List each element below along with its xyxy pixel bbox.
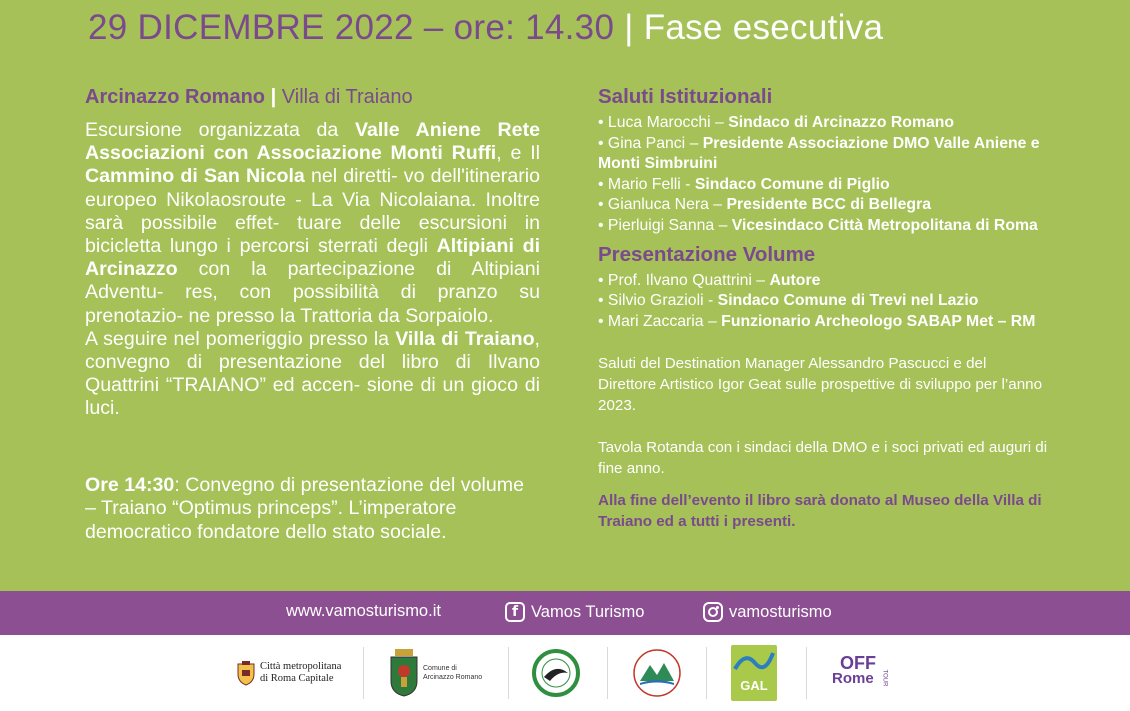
person-name: • Silvio Grazioli - <box>598 292 718 310</box>
location-place: Villa di Traiano <box>281 86 413 108</box>
notes-paragraph-1: Saluti del Destination Manager Alessandro Pascucci e del Direttore Artistico Igor Geat sulle prospettive di sviluppo per l’anno 2023. <box>598 355 1043 415</box>
presentation-heading: Presentazione Volume <box>598 242 816 266</box>
description-para-1 <box>85 119 540 328</box>
gal-label: GAL <box>740 678 768 693</box>
instagram-label: vamosturismo <box>729 602 832 621</box>
list-item <box>598 113 1048 134</box>
title-separator: | <box>624 8 634 47</box>
person-name: • Prof. Ilvano Quattrini – <box>598 271 770 289</box>
comunita-montana-logo <box>632 643 682 703</box>
facebook-link[interactable] <box>505 602 644 622</box>
presentation-list <box>598 271 1048 333</box>
facebook-icon: f <box>505 602 525 622</box>
schedule-text: : Convegno di presentazione del volume – Traiano “Optimus princeps”. L’imperatore democratico fondatore dello stato sociale. <box>85 473 524 543</box>
desc-text: , convegno di presentazione del libro di Ilvano Quattrini “TRAIANO” ed accen- sione di un gioco di luci. <box>85 327 540 420</box>
list-item <box>598 291 1048 312</box>
schedule <box>85 474 540 545</box>
desc-bold: Villa di Traiano <box>395 327 535 350</box>
gal-logo <box>731 643 777 703</box>
page-title <box>88 8 883 48</box>
instagram-icon <box>703 602 723 622</box>
desc-text: con la partecipazione di Altipiani Adventu- res, con possibilità di pranzo su prenotazio- ne presso la Trattoria da Sorpaiolo. <box>85 258 540 327</box>
person-role: Sindaco Comune di Piglio <box>694 175 890 193</box>
gal-wave-icon <box>731 647 777 677</box>
desc-bold: Valle Aniene Rete Associazioni con Associazione Monti Ruffi <box>85 119 540 165</box>
arcinazzo-line-2: Arcinazzo Romano <box>423 674 483 681</box>
arcinazzo-line-1: Comune di <box>423 665 457 672</box>
arcinazzo-crest-icon <box>389 649 419 697</box>
list-item <box>598 271 1048 292</box>
person-role: Autore <box>769 271 821 289</box>
greetings-heading: Saluti Istituzionali <box>598 85 773 108</box>
desc-text: A seguire nel pomeriggio presso la <box>85 327 396 350</box>
person-name: • Gina Panci – <box>598 134 703 152</box>
tour-text: TOUR <box>881 669 888 687</box>
desc-text: Escursione organizzata da <box>85 119 355 141</box>
off-text: OFF <box>840 653 876 673</box>
location-separator: | <box>270 86 277 108</box>
instagram-link[interactable] <box>703 602 832 622</box>
comunita-montana-emblem-icon <box>632 647 682 699</box>
logo-divider <box>806 647 807 699</box>
list-item <box>598 195 1048 216</box>
desc-text: nel diretti- vo dell'itinerario europeo Nikolaosroute - La Via Nicolaiana. Inoltre sarà possibile effet- tuare delle escursioni in bicicletta lungo i percorsi sterrati degli <box>85 165 540 258</box>
person-role: Sindaco di Arcinazzo Romano <box>728 114 955 131</box>
left-column <box>85 86 540 544</box>
person-name: • Pierluigi Sanna – <box>598 216 732 234</box>
off-rome-logo <box>832 643 892 703</box>
desc-bold: Altipiani di Arcinazzo <box>85 235 541 281</box>
person-name: • Gianluca Nera – <box>598 196 727 214</box>
list-item <box>598 175 1048 196</box>
metro-line-2: di Roma Capitale <box>260 673 334 684</box>
person-role: Sindaco Comune di Trevi nel Lazio <box>717 292 979 310</box>
person-name: • Luca Marocchi – <box>598 114 729 131</box>
closing-note: Alla fine dell’evento il libro sarà donato al Museo della Villa di Traiano ed a tutti i presenti. <box>598 492 1042 531</box>
logo-divider <box>508 647 509 699</box>
person-role: Vicesindaco Città Metropolitana di Roma <box>731 216 1038 234</box>
logo-divider <box>706 647 707 699</box>
person-role: Funzionario Archeologo SABAP Met – RM <box>721 312 1036 330</box>
logo-divider <box>363 647 364 699</box>
partner-logos <box>0 635 1130 711</box>
person-name: • Mari Zaccaria – <box>598 312 722 330</box>
off-rome-wordmark <box>832 653 892 693</box>
rome-text: Rome <box>832 670 874 687</box>
person-role: Presidente Associazione DMO Valle Aniene e Monti Simbruini <box>598 134 1040 173</box>
metro-line-1: Città metropolitana <box>260 661 342 672</box>
schedule-time: Ore 14:30 <box>85 473 175 496</box>
list-item <box>598 216 1048 237</box>
website-label: www.vamosturismo.it <box>286 602 441 620</box>
desc-text: , e Il <box>496 142 540 165</box>
logo-divider <box>607 647 608 699</box>
website-link[interactable] <box>286 602 441 621</box>
right-column <box>598 85 1048 532</box>
list-item <box>598 312 1048 333</box>
metro-roma-logo <box>236 643 341 703</box>
desc-bold: Cammino di San Nicola <box>85 165 305 188</box>
description-para-2 <box>85 328 540 421</box>
metro-crest-icon <box>236 660 256 686</box>
list-item <box>598 134 1048 175</box>
person-name: • Mario Felli - <box>598 175 695 193</box>
greetings-list <box>598 113 1048 237</box>
facebook-label: Vamos Turismo <box>531 602 645 621</box>
event-date: 29 DICEMBRE 2022 – ore: 14.30 <box>88 8 615 47</box>
location-town: Arcinazzo Romano <box>85 86 266 108</box>
location-line <box>85 86 540 109</box>
association-logo <box>532 643 580 703</box>
notes-paragraph-2: Tavola Rotanda con i sindaci della DMO e i soci privati ed auguri di fine anno. <box>598 439 1048 478</box>
arcinazzo-logo <box>389 643 482 703</box>
event-description <box>85 119 540 421</box>
event-phase: Fase esecutiva <box>643 8 884 47</box>
social-bar <box>0 591 1130 635</box>
person-role: Presidente BCC di Bellegra <box>726 196 932 214</box>
gal-badge <box>731 645 777 701</box>
association-emblem-icon <box>532 649 580 697</box>
